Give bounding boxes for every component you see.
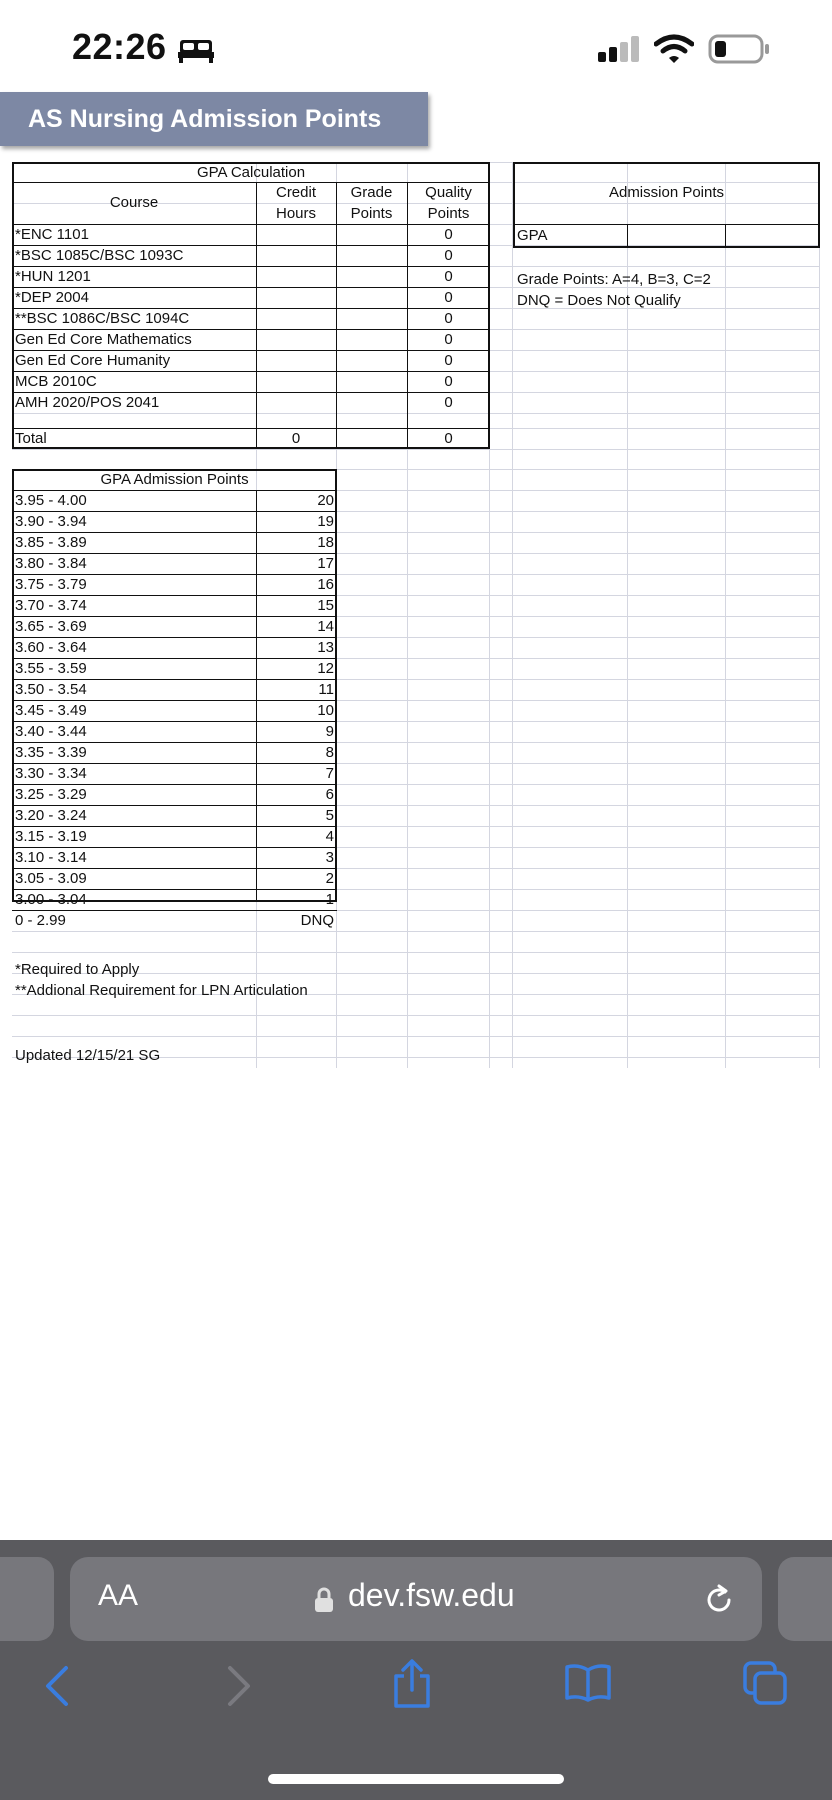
gridline xyxy=(819,162,820,1068)
credit-header-line1: Credit xyxy=(275,184,316,201)
admission-points-value: 7 xyxy=(325,765,334,782)
credit-hours-input[interactable] xyxy=(256,308,336,329)
required-footnote: *Required to Apply xyxy=(15,961,140,978)
admission-points-value: 4 xyxy=(325,828,334,845)
gpa-range: 3.85 - 3.89 xyxy=(15,534,87,551)
quality-points-value: 0 xyxy=(444,310,453,327)
dnq-note: DNQ = Does Not Qualify xyxy=(517,292,681,309)
credit-hours-input[interactable] xyxy=(256,329,336,350)
grade-points-input[interactable] xyxy=(336,350,407,371)
admission-points-value: 20 xyxy=(317,492,334,509)
status-bar xyxy=(0,0,832,90)
back-icon[interactable] xyxy=(40,1664,74,1708)
share-icon[interactable] xyxy=(390,1658,434,1710)
admission-points-value: 10 xyxy=(317,702,334,719)
admission-points-value: 19 xyxy=(317,513,334,530)
forward-icon[interactable] xyxy=(222,1664,256,1708)
admission-points-value: DNQ xyxy=(300,912,334,929)
admission-points-value: 1 xyxy=(325,891,334,908)
grade-points-input[interactable] xyxy=(336,224,407,245)
admission-points-value: 11 xyxy=(318,681,334,698)
grade-points-input[interactable] xyxy=(336,371,407,392)
gridline xyxy=(512,162,513,1068)
quality-points-value: 0 xyxy=(444,268,453,285)
credit-hours-input[interactable] xyxy=(256,371,336,392)
previous-tab-preview[interactable] xyxy=(0,1557,54,1641)
total-credit-hours[interactable]: 0 xyxy=(291,430,301,447)
gpa-range: 3.25 - 3.29 xyxy=(15,786,87,803)
grade-points-input[interactable] xyxy=(336,287,407,308)
gpa-range: 3.90 - 3.94 xyxy=(15,513,87,530)
gpa-range: 3.95 - 4.00 xyxy=(15,492,87,509)
admission-points-value: 13 xyxy=(317,639,334,656)
bookmarks-icon[interactable] xyxy=(564,1662,612,1702)
reload-icon[interactable] xyxy=(702,1583,736,1617)
grade-points-input[interactable] xyxy=(336,392,407,413)
grade-header-line1: Grade xyxy=(350,184,393,201)
admission-points-value: 8 xyxy=(325,744,334,761)
course-header: Course xyxy=(109,194,159,211)
sleep-bed-icon xyxy=(178,36,214,64)
status-time: 22:26 xyxy=(72,26,167,67)
grade-points-input[interactable] xyxy=(336,329,407,350)
gridline xyxy=(12,931,820,932)
grade-points-input[interactable] xyxy=(336,266,407,287)
updated-note: Updated 12/15/21 SG xyxy=(15,1047,161,1064)
gpa-range: 3.20 - 3.24 xyxy=(15,807,87,824)
reader-settings-button[interactable]: AA xyxy=(98,1579,139,1612)
grade-points-note: Grade Points: A=4, B=3, C=2 xyxy=(517,271,711,288)
admission-points-value: 2 xyxy=(325,870,334,887)
wifi-icon xyxy=(654,34,694,64)
admission-points-value: 14 xyxy=(317,618,334,635)
credit-hours-input[interactable] xyxy=(256,287,336,308)
gpa-range: 3.15 - 3.19 xyxy=(15,828,87,845)
admission-points-value: 18 xyxy=(317,534,334,551)
quality-points-value: 0 xyxy=(444,289,453,306)
lock-icon xyxy=(314,1587,334,1613)
spreadsheet xyxy=(12,162,820,1068)
admission-points-value: 12 xyxy=(317,660,334,677)
gridline xyxy=(12,449,820,450)
admission-points-value: 17 xyxy=(317,555,334,572)
gpa-range: 3.65 - 3.69 xyxy=(15,618,87,635)
quality-points-value: 0 xyxy=(444,394,453,411)
gridline xyxy=(12,1036,820,1037)
cellular-signal-icon xyxy=(598,36,642,62)
admission-points-title: Admission Points xyxy=(608,184,725,201)
quality-points-value: 0 xyxy=(444,226,453,243)
gpa-range: 3.50 - 3.54 xyxy=(15,681,87,698)
credit-hours-input[interactable] xyxy=(256,245,336,266)
course-name: AMH 2020/POS 2041 xyxy=(15,394,160,411)
gpa-range: 3.05 - 3.09 xyxy=(15,870,87,887)
gpa-range: 3.45 - 3.49 xyxy=(15,702,87,719)
gpa-admission-points-title: GPA Admission Points xyxy=(100,471,249,488)
gpa-range: 3.10 - 3.14 xyxy=(15,849,87,866)
gridline xyxy=(12,952,820,953)
quality-points-value: 0 xyxy=(444,247,453,264)
address-bar[interactable] xyxy=(70,1557,762,1641)
admission-points-value: 15 xyxy=(317,597,334,614)
grade-points-input[interactable] xyxy=(336,245,407,266)
admission-gpa-label: GPA xyxy=(517,227,548,244)
grade-header-line2: Points xyxy=(350,205,393,222)
admission-points-value: 16 xyxy=(317,576,334,593)
admission-points-value: 9 xyxy=(325,723,334,740)
gpa-range: 3.35 - 3.39 xyxy=(15,744,87,761)
gpa-range: 3.40 - 3.44 xyxy=(15,723,87,740)
gridline xyxy=(725,162,726,1068)
next-tab-preview[interactable] xyxy=(778,1557,832,1641)
admission-points-value: 3 xyxy=(325,849,334,866)
gpa-range: 3.60 - 3.64 xyxy=(15,639,87,656)
quality-points-value: 0 xyxy=(444,373,453,390)
course-name: *BSC 1085C/BSC 1093C xyxy=(15,247,184,264)
grade-points-input[interactable] xyxy=(336,308,407,329)
credit-hours-input[interactable] xyxy=(256,350,336,371)
course-name: *ENC 1101 xyxy=(15,226,89,243)
tabs-icon[interactable] xyxy=(742,1660,790,1706)
admission-points-value: 5 xyxy=(325,807,334,824)
home-indicator xyxy=(268,1774,564,1784)
gridline xyxy=(12,1015,820,1016)
battery-icon xyxy=(708,34,770,64)
gpa-calculation-title: GPA Calculation xyxy=(196,164,306,181)
credit-hours-input[interactable] xyxy=(256,266,336,287)
gpa-range: 3.70 - 3.74 xyxy=(15,597,87,614)
quality-header-line2: Points xyxy=(427,205,470,222)
gpa-range: 3.80 - 3.84 xyxy=(15,555,87,572)
credit-hours-input[interactable] xyxy=(256,392,336,413)
gpa-range: 3.30 - 3.34 xyxy=(15,765,87,782)
gpa-range: 3.00 - 3.04 xyxy=(15,891,87,908)
credit-header-line2: Hours xyxy=(275,205,316,222)
url-text[interactable]: dev.fsw.edu xyxy=(348,1577,515,1613)
course-name: **BSC 1086C/BSC 1094C xyxy=(15,310,190,327)
credit-hours-input[interactable] xyxy=(256,224,336,245)
total-quality-points[interactable]: 0 xyxy=(444,430,453,447)
quality-points-value: 0 xyxy=(444,352,453,369)
lpn-footnote: **Addional Requirement for LPN Articulation xyxy=(15,982,308,999)
gpa-range: 3.55 - 3.59 xyxy=(15,660,87,677)
browser-bottom-toolbar xyxy=(0,1650,832,1730)
course-name: Gen Ed Core Mathematics xyxy=(15,331,192,348)
course-name: MCB 2010C xyxy=(15,373,97,390)
total-label: Total xyxy=(15,430,47,447)
quality-points-value: 0 xyxy=(444,331,453,348)
quality-header-line1: Quality xyxy=(425,184,472,201)
course-name: *DEP 2004 xyxy=(15,289,89,306)
admission-points-value: 6 xyxy=(325,786,334,803)
gpa-range: 0 - 2.99 xyxy=(15,912,66,929)
sheet-title-tab[interactable]: AS Nursing Admission Points xyxy=(0,92,428,146)
course-name: Gen Ed Core Humanity xyxy=(15,352,171,369)
course-name: *HUN 1201 xyxy=(15,268,91,285)
gpa-range: 3.75 - 3.79 xyxy=(15,576,87,593)
